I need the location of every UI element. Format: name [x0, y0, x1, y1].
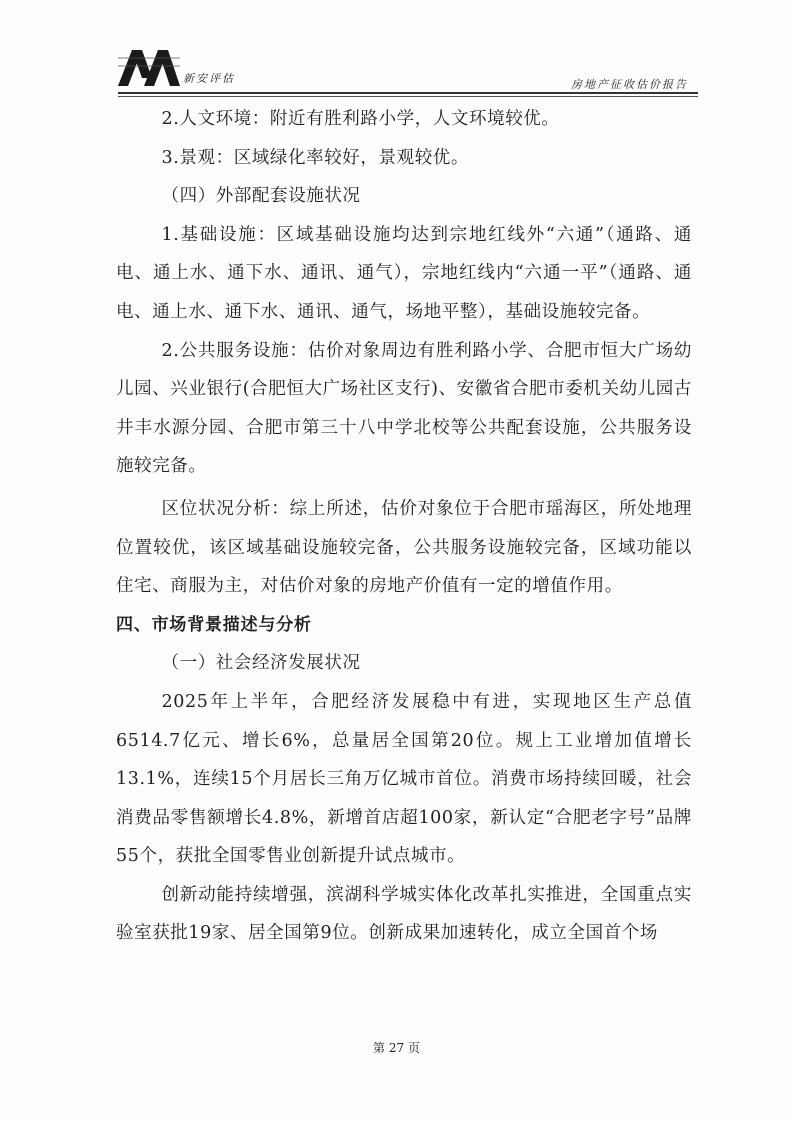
section-heading-market-background: 四、市场背景描述与分析: [116, 614, 312, 635]
report-title: 房地产征收估价报告: [571, 78, 688, 91]
paragraph-cultural-environment: 2.人文环境：附近有胜利路小学，人文环境较优。: [161, 109, 560, 129]
paragraph-infrastructure: 1.基础设施：区域基础设施均达到宗地红线外“六通”（通路、通电、通上水、通下水、通讯、通气），宗地红线内“六通一平”（通路、通电、通上水、通下水、通讯、通气，场地平整），基础设施较完备。: [116, 224, 692, 322]
paragraph-landscape: 3.景观：区域绿化率较好，景观较优。: [161, 147, 469, 168]
company-name: 新安评估: [183, 72, 235, 85]
subheading-socioeconomic: （一）社会经济发展状况: [161, 653, 361, 674]
header-rule-thin: [118, 96, 698, 97]
paragraph-location-analysis: 区位状况分析：综上所述，估价对象位于合肥市瑶海区，所处地理位置较优，该区域基础设施较完备，公共服务设施较完备，区域功能以住宅、商服为主，对估价对象的房地产价值有一定的增值作用。: [116, 498, 692, 597]
body-content: [116, 100, 692, 953]
company-logo-icon: [118, 48, 180, 88]
header-rule: [118, 92, 698, 94]
paragraph-public-services: 2.公共服务设施：估价对象周边有胜利路小学、合肥市恒大广场幼儿园、兴业银行(合肥恒大广场社区支行)、安徽省合肥市委机关幼儿园古井丰水源分园、合肥市第三十八中学北校等公共配套设施，公共服务设施较完备。: [116, 340, 692, 477]
paragraph-economy: 2025年上半年，合肥经济发展稳中有进，实现地区生产总值6514.7亿元、增长6%，总量居全国第20位。规上工业增加值增长13.1%，连续15个月居长三角万亿城市首位。消费市场持续回暖，社会消费品零售额增长4.8%，新增首店超100家，新认定“合肥老字号”品牌55个，获批全国零售业创新提升试点城市。: [116, 691, 692, 867]
subheading-external-facilities: （四）外部配套设施状况: [161, 186, 361, 207]
paragraph-innovation: 创新动能持续增强，滨湖科学城实体化改革扎实推进，全国重点实验室获批19家、居全国第9位。创新成果加速转化，成立全国首个场: [116, 884, 692, 944]
page-number: 第 27 页: [373, 1041, 420, 1055]
